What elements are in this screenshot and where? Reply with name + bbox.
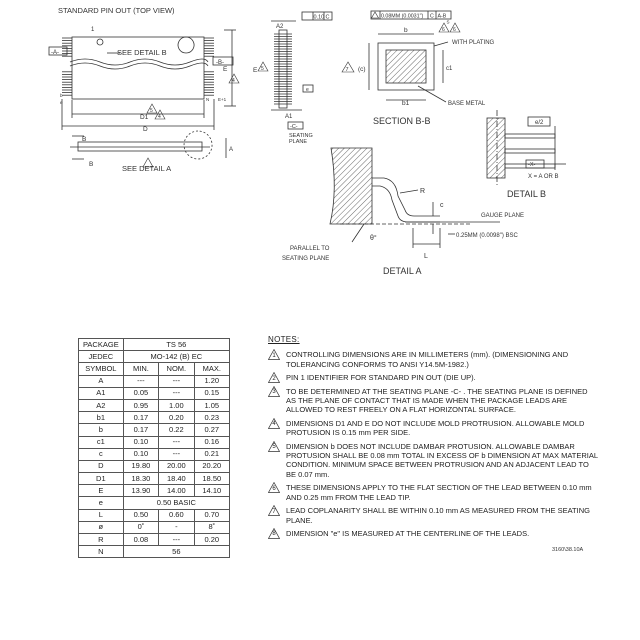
end-label-a1: A1 — [285, 114, 293, 120]
value-cell: 0.50 BASIC — [123, 497, 229, 509]
note-number: 2 — [272, 375, 276, 382]
detail-a-gauge-dim: 0.25MM (0.0098") BSC — [456, 233, 518, 239]
note-text: TO BE DETERMINED AT THE SEATING PLANE -C- . THE SEATING PLANE IS DEFINED AS THE PLANE OF CONTACT THAT IS MADE WHEN THE PACKAGE LEADS ARE ALLOWED TO REST FREELY ON A FLAT HORIZONTAL SURFACE. — [286, 386, 588, 415]
table-row — [79, 473, 230, 485]
note-item — [268, 419, 598, 438]
package-value: TS 56 — [123, 339, 229, 351]
note-number: 6 — [272, 485, 276, 492]
value-cell: 0.05 — [123, 387, 158, 399]
table-row — [79, 375, 230, 387]
package-drawing — [0, 0, 640, 300]
value-cell: 1.05 — [194, 399, 229, 411]
detail-a-l: L — [424, 253, 428, 260]
label-b-small: b — [60, 93, 63, 98]
label-d: D — [143, 126, 148, 133]
section-frame-c: C — [430, 13, 434, 20]
value-cell: 0.23 — [194, 412, 229, 424]
detail-b-datum-x: -X- — [528, 162, 536, 168]
note-7-triangle-left — [342, 62, 354, 73]
notes-section — [268, 335, 598, 542]
note-number: 8 — [272, 531, 276, 538]
value-cell: 1.20 — [194, 375, 229, 387]
value-cell: --- — [159, 375, 194, 387]
svg-text:5: 5 — [261, 66, 264, 72]
note-item — [268, 373, 598, 382]
symbol-cell: c1 — [79, 436, 124, 448]
value-cell: 0.10 — [123, 448, 158, 460]
value-cell: 1.00 — [159, 399, 194, 411]
value-cell: 0.15 — [194, 387, 229, 399]
header-min: MIN. — [123, 363, 158, 375]
section-label-c1: c1 — [446, 66, 453, 72]
side-label-a: A — [229, 147, 234, 153]
note-7-triangle-top — [450, 23, 460, 33]
note-text: LEAD COPLANARITY SHALL BE WITHIN 0.10 mm AS MEASURED FROM THE SEATING PLANE. — [286, 506, 590, 525]
with-plating: WITH PLATING — [452, 40, 495, 46]
left-lead-row — [62, 38, 72, 95]
base-metal: BASE METAL — [448, 101, 486, 107]
symbol-cell: D — [79, 460, 124, 472]
section-label-c: (c) — [358, 66, 366, 73]
value-cell: 0.20 — [194, 534, 229, 546]
value-cell: 0.60 — [159, 509, 194, 521]
side-label-b1: B — [82, 136, 87, 143]
svg-text:4: 4 — [232, 78, 235, 84]
note-text: CONTROLLING DIMENSIONS ARE IN MILLIMETERS (mm). (DIMENSIONING AND TOLERANCING CONFORMS TO ANSI Y14.5M-1982.) — [286, 350, 569, 369]
note-text: THESE DIMENSIONS APPLY TO THE FLAT SECTION OF THE LEAD BETWEEN 0.10 mm AND 0.25 mm FROM THE LEAD TIP. — [286, 483, 592, 502]
value-cell: --- — [159, 534, 194, 546]
note-text: DIMENSIONS D1 AND E DO NOT INCLUDE MOLD PROTRUSION. ALLOWABLE MOLD PROTUSION IS 0.15 mm PER SIDE. — [286, 418, 585, 438]
value-cell: 0.17 — [123, 424, 158, 436]
symbol-cell: A1 — [79, 387, 124, 399]
value-cell: --- — [123, 375, 158, 387]
value-cell: 0.08 — [123, 534, 158, 546]
side-body — [78, 142, 202, 151]
note-number-triangle — [268, 386, 280, 397]
svg-text:4: 4 — [158, 114, 161, 120]
drawing-title: STANDARD PIN OUT (TOP VIEW) — [58, 6, 175, 15]
value-cell: 0.17 — [123, 412, 158, 424]
symbol-cell: e — [79, 497, 124, 509]
notes-title: NOTES: — [268, 335, 300, 344]
header-max: MAX. — [194, 363, 229, 375]
note-text: PIN 1 IDENTIFIER FOR STANDARD PIN OUT (DIE UP). — [286, 373, 476, 383]
table-row — [79, 424, 230, 436]
value-cell: 20.00 — [159, 460, 194, 472]
note-item — [268, 350, 598, 369]
svg-text:7: 7 — [345, 67, 349, 73]
symbol-cell: b — [79, 424, 124, 436]
end-tolerance-e: e — [306, 87, 309, 93]
table-row — [79, 436, 230, 448]
note-number: 4 — [272, 421, 276, 428]
value-cell: 0.95 — [123, 399, 158, 411]
table-row — [79, 546, 230, 558]
end-label-a2: A2 — [276, 24, 284, 30]
label-e-pitch: e — [60, 100, 63, 105]
value-cell: --- — [159, 387, 194, 399]
value-cell: 13.90 — [123, 485, 158, 497]
flatness-datum: C — [325, 14, 330, 21]
value-cell: 0˚ — [123, 521, 158, 533]
seating-plane-label: SEATING — [289, 133, 313, 139]
header-row — [79, 363, 230, 375]
right-lead-row — [204, 38, 214, 95]
note-number-triangle — [268, 482, 280, 493]
value-cell: 0.16 — [194, 436, 229, 448]
pin1-identifier — [97, 39, 103, 45]
flatness-value: 0.10 — [313, 14, 325, 21]
see-detail-a: SEE DETAIL A — [122, 164, 172, 173]
symbol-cell: E — [79, 485, 124, 497]
datum-b: -B- — [216, 60, 224, 66]
note-5-triangle-top — [147, 104, 157, 114]
label-pin-n: N — [206, 97, 210, 102]
table-row — [79, 460, 230, 472]
label-e: E — [223, 66, 228, 73]
symbol-cell: A2 — [79, 399, 124, 411]
symbol-cell: ø — [79, 521, 124, 533]
note-number: 7 — [272, 508, 276, 515]
table-row — [79, 399, 230, 411]
value-cell: 56 — [123, 546, 229, 558]
notes-list — [268, 350, 598, 538]
value-cell: 18.40 — [159, 473, 194, 485]
datum-a: -A- — [51, 50, 59, 56]
section-frame-s: S — [446, 19, 450, 25]
note-item — [268, 387, 598, 415]
value-cell: 0.50 — [123, 509, 158, 521]
svg-text:6: 6 — [442, 27, 445, 33]
note-number-triangle — [268, 372, 280, 383]
note-6-triangle-top — [439, 23, 449, 33]
section-bb-frame-triangle — [372, 12, 379, 18]
table-row — [79, 509, 230, 521]
note-number: 5 — [272, 444, 276, 451]
datum-c: -C- — [290, 124, 298, 130]
note-item — [268, 529, 598, 538]
symbol-cell: b1 — [79, 412, 124, 424]
detail-a-title: DETAIL A — [383, 266, 422, 276]
dimension-table — [78, 338, 230, 558]
detail-a-seating: SEATING PLANE — [282, 256, 330, 262]
note-number-triangle — [268, 349, 280, 360]
note-number-triangle — [268, 528, 280, 539]
detail-a-r: R — [420, 188, 426, 195]
note-number-triangle — [268, 418, 280, 429]
side-view — [70, 131, 226, 159]
section-bb — [369, 11, 451, 102]
value-cell: 0.27 — [194, 424, 229, 436]
note-text: DIMENSION "e" IS MEASURED AT THE CENTERLINE OF THE LEADS. — [286, 528, 530, 538]
note-number: 1 — [272, 352, 276, 359]
see-detail-b: SEE DETAIL B — [117, 48, 167, 57]
note-item — [268, 506, 598, 525]
symbol-cell: N — [79, 546, 124, 558]
end-label-e: E — [253, 67, 258, 74]
value-cell: 18.50 — [194, 473, 229, 485]
table-row — [79, 448, 230, 460]
header-nom: NOM. — [159, 363, 194, 375]
value-cell: --- — [159, 448, 194, 460]
table-row — [79, 534, 230, 546]
symbol-cell: D1 — [79, 473, 124, 485]
table-row — [79, 485, 230, 497]
detail-a-c: c — [440, 202, 444, 209]
seating-plane-label-2: PLANE — [289, 139, 308, 145]
jedec-value: MO-142 (B) EC — [123, 351, 229, 363]
section-label-b: b — [404, 27, 408, 34]
package-label: PACKAGE — [79, 339, 124, 351]
note-number-triangle — [268, 441, 280, 452]
value-cell: 0.10 — [123, 436, 158, 448]
table-row — [79, 497, 230, 509]
svg-text:5: 5 — [150, 108, 153, 114]
note-item — [268, 442, 598, 480]
symbol-cell: c — [79, 448, 124, 460]
table-row — [79, 521, 230, 533]
document-id: 3160\38.10A — [552, 547, 584, 553]
value-cell: - — [159, 521, 194, 533]
detail-b-e2: e/2 — [535, 120, 544, 126]
note-number: 3 — [272, 389, 276, 396]
table-row — [79, 387, 230, 399]
value-cell: 19.80 — [123, 460, 158, 472]
jedec-row — [79, 351, 230, 363]
section-label-b1: b1 — [402, 100, 410, 107]
label-d1: D1 — [140, 114, 149, 121]
value-cell: 18.30 — [123, 473, 158, 485]
value-cell: --- — [159, 436, 194, 448]
section-frame-ab: A-B — [437, 13, 447, 20]
section-bb-title: SECTION B-B — [373, 116, 431, 126]
jedec-label: JEDEC — [79, 351, 124, 363]
section-tolerance: 0.08MM (0.0031") — [381, 13, 424, 20]
side-label-b2: B — [89, 161, 94, 168]
value-cell: 14.10 — [194, 485, 229, 497]
symbol-cell: A — [79, 375, 124, 387]
pin-one-label: 1 — [91, 27, 95, 33]
value-cell: 8˚ — [194, 521, 229, 533]
value-cell: 0.20 — [159, 412, 194, 424]
svg-text:6: 6 — [453, 27, 456, 33]
table-row — [79, 412, 230, 424]
symbol-cell: R — [79, 534, 124, 546]
value-cell: 0.70 — [194, 509, 229, 521]
value-cell: 14.00 — [159, 485, 194, 497]
value-cell: 20.20 — [194, 460, 229, 472]
detail-a-parallel: PARALLEL TO — [290, 246, 330, 252]
note-5-triangle-end — [258, 62, 268, 72]
note-number-triangle — [268, 505, 280, 516]
note-text: DIMENSION b DOES NOT INCLUDE DAMBAR PROTUSION. ALLOWABLE DAMBAR PROTUSION SHALL BE 0.08 mm TOTAL IN EXCESS OF b DIMENSION AT MAX MATERIAL CONDITION. MINIMUM SPACE BETWEEN PROTRUSION AND AN ADJACENT LEAD TO BE 0.07 mm. — [286, 441, 598, 479]
header-symbol: SYMBOL — [79, 363, 124, 375]
symbol-cell: L — [79, 509, 124, 521]
detail-b-title: DETAIL B — [507, 189, 547, 199]
detail-a-gauge-plane: GAUGE PLANE — [481, 213, 525, 219]
note-4-triangle-top — [229, 74, 239, 84]
value-cell: 0.21 — [194, 448, 229, 460]
label-e-plus-1: E+1 — [218, 97, 227, 102]
detail-b-xnote: X = A OR B — [528, 174, 559, 180]
note-item — [268, 483, 598, 502]
detail-a-theta: θ° — [370, 235, 377, 242]
package-row — [79, 339, 230, 351]
value-cell: 0.22 — [159, 424, 194, 436]
